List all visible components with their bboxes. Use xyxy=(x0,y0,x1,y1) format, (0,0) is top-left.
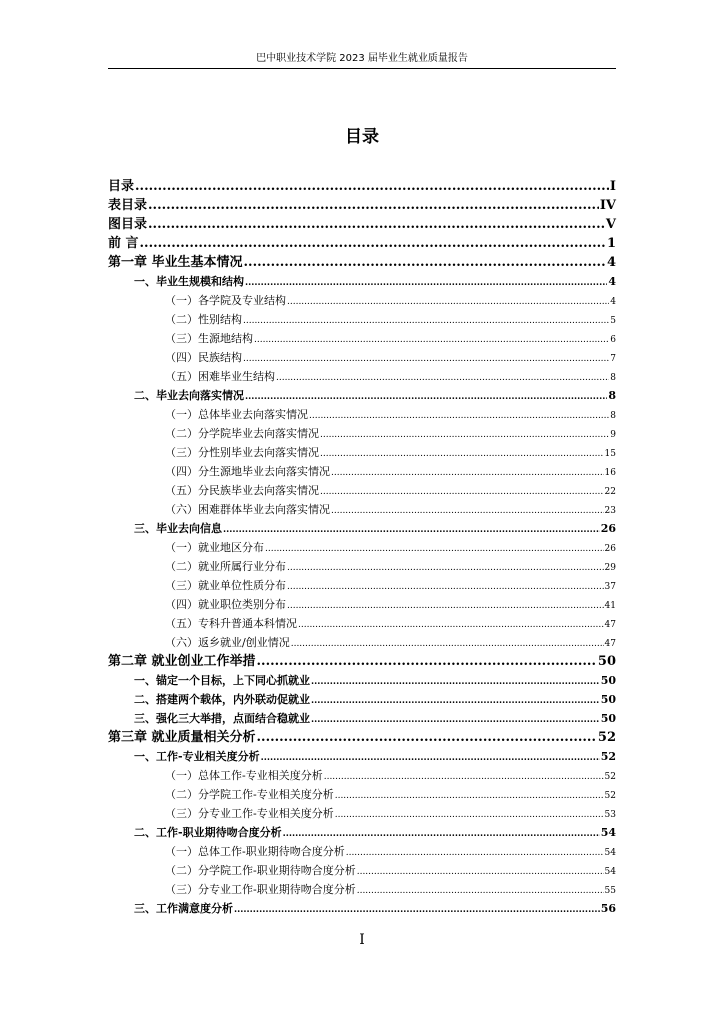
toc-entry[interactable] xyxy=(108,367,616,386)
toc-entry[interactable] xyxy=(108,861,616,880)
toc-entry[interactable] xyxy=(108,462,616,481)
toc-entry[interactable] xyxy=(108,766,616,785)
toc-entry-title: （四）民族结构 xyxy=(165,351,242,364)
toc-leader-dots xyxy=(311,692,600,711)
toc-entry[interactable] xyxy=(108,880,616,899)
toc-leader-dots xyxy=(223,521,600,540)
toc-entry-title: （一）就业地区分布 xyxy=(165,541,264,554)
toc-entry-page: 23 xyxy=(604,506,616,516)
toc-entry-title: 前 言 xyxy=(108,236,139,251)
toc-entry[interactable] xyxy=(108,633,616,652)
toc-entry-title: （二）分学院工作-职业期待吻合度分析 xyxy=(165,864,356,877)
toc-leader-dots xyxy=(243,350,609,369)
toc-entry-page: 7 xyxy=(610,354,616,364)
toc-entry-page: 54 xyxy=(604,848,616,858)
toc-entry[interactable] xyxy=(108,500,616,519)
toc-entry-title: （三）分性别毕业去向落实情况 xyxy=(165,446,319,459)
toc-entry-title: 图目录 xyxy=(108,217,148,232)
toc-entry-title: 三、毕业去向信息 xyxy=(134,522,222,535)
toc-entry-title: （六）返乡就业/创业情况 xyxy=(165,636,290,649)
toc-entry-title: （五）困难毕业生结构 xyxy=(165,370,275,383)
toc-entry-page: 26 xyxy=(600,522,616,535)
toc-leader-dots xyxy=(257,728,597,747)
toc-entry-title: 三、强化三大举措，点面结合稳就业 xyxy=(134,712,310,725)
toc-leader-dots xyxy=(331,502,604,521)
toc-entry[interactable] xyxy=(108,386,616,405)
toc-entry-title: （三）分专业工作-专业相关度分析 xyxy=(165,807,334,820)
toc-entry[interactable] xyxy=(108,405,616,424)
toc-leader-dots xyxy=(298,616,604,635)
toc-entry[interactable] xyxy=(108,576,616,595)
toc-leader-dots xyxy=(357,882,604,901)
toc-entry-title: （二）分学院工作-专业相关度分析 xyxy=(165,788,334,801)
toc-entry-page: 50 xyxy=(597,654,616,669)
toc-entry-title: （二）性别结构 xyxy=(165,313,242,326)
toc-entry-page: 4 xyxy=(606,255,616,270)
toc-entry-page: 52 xyxy=(604,791,616,801)
toc-entry[interactable] xyxy=(108,272,616,291)
toc-entry-title: （三）分专业工作-职业期待吻合度分析 xyxy=(165,883,356,896)
toc-leader-dots xyxy=(335,787,604,806)
toc-entry-page: 8 xyxy=(610,373,616,383)
toc-entry-title: 二、搭建两个载体，内外联动促就业 xyxy=(134,693,310,706)
toc-entry[interactable] xyxy=(108,842,616,861)
toc-entry-title: （六）困难群体毕业去向落实情况 xyxy=(165,503,330,516)
toc-entry-page: 26 xyxy=(604,544,616,554)
toc-entry-page: 8 xyxy=(608,389,616,402)
toc-leader-dots xyxy=(148,215,605,234)
toc-entry-page: 50 xyxy=(600,693,616,706)
toc-entry[interactable] xyxy=(108,785,616,804)
toc-leader-dots xyxy=(320,483,604,502)
toc-leader-dots xyxy=(287,597,604,616)
toc-entry-page: 54 xyxy=(604,867,616,877)
toc-leader-dots xyxy=(135,177,609,196)
toc-entry-page: 52 xyxy=(600,750,616,763)
toc-leader-dots xyxy=(320,445,604,464)
toc-entry[interactable] xyxy=(108,595,616,614)
toc-entry-page: 8 xyxy=(610,411,616,421)
toc-entry-title: 一、毕业生规模和结构 xyxy=(134,275,244,288)
toc-leader-dots xyxy=(287,293,609,312)
toc-entry[interactable] xyxy=(108,690,616,709)
toc-entry-page: IV xyxy=(599,198,616,213)
toc-entry[interactable] xyxy=(108,329,616,348)
toc-entry-page: 50 xyxy=(600,712,616,725)
toc-entry[interactable] xyxy=(108,291,616,310)
toc-leader-dots xyxy=(276,369,609,388)
toc-entry-page: 4 xyxy=(610,297,616,307)
toc-leader-dots xyxy=(331,464,604,483)
toc-entry[interactable] xyxy=(108,177,616,196)
toc-entry-page: 16 xyxy=(604,468,616,478)
toc-leader-dots xyxy=(265,540,604,559)
page-number: I xyxy=(359,932,365,948)
toc-entry[interactable] xyxy=(108,424,616,443)
toc-entry[interactable] xyxy=(108,196,616,215)
toc-leader-dots xyxy=(346,844,604,863)
toc-entry[interactable] xyxy=(108,747,616,766)
toc-entry[interactable] xyxy=(108,310,616,329)
toc-entry[interactable] xyxy=(108,557,616,576)
toc-entry-title: （二）就业所属行业分布 xyxy=(165,560,286,573)
toc-entry-title: （三）生源地结构 xyxy=(165,332,253,345)
toc-leader-dots xyxy=(324,768,604,787)
toc-entry-page: 22 xyxy=(604,487,616,497)
toc-entry-page: I xyxy=(609,179,616,194)
toc-entry-title: （三）就业单位性质分布 xyxy=(165,579,286,592)
toc-leader-dots xyxy=(357,863,604,882)
toc-entry[interactable] xyxy=(108,253,616,272)
toc-entry-title: （五）专科升普通本科情况 xyxy=(165,617,297,630)
toc-entry-title: 二、工作-职业期待吻合度分析 xyxy=(134,826,282,839)
toc-entry-page: 54 xyxy=(600,826,616,839)
toc-leader-dots xyxy=(140,234,606,253)
toc-entry-title: 目录 xyxy=(108,179,135,194)
toc-entry-page: 4 xyxy=(608,275,616,288)
toc-entry-title: （一）各学院及专业结构 xyxy=(165,294,286,307)
toc-entry-title: 一、锚定一个目标，上下同心抓就业 xyxy=(134,674,310,687)
toc-leader-dots xyxy=(287,578,604,597)
toc-leader-dots xyxy=(257,652,597,671)
toc-entry[interactable] xyxy=(108,804,616,823)
toc-entry-page: 29 xyxy=(604,563,616,573)
toc-leader-dots xyxy=(245,274,607,293)
toc-entry-page: 9 xyxy=(610,430,616,440)
toc-entry[interactable] xyxy=(108,899,616,918)
toc-entry-page: 52 xyxy=(597,730,616,745)
toc-entry-page: 53 xyxy=(604,810,616,820)
toc-leader-dots xyxy=(335,806,604,825)
running-header: 巴中职业技术学院 2023 届毕业生就业质量报告 xyxy=(108,50,616,69)
toc-entry[interactable] xyxy=(108,519,616,538)
toc-entry-page: 15 xyxy=(604,449,616,459)
toc-entry[interactable] xyxy=(108,709,616,728)
toc-entry-title: 表目录 xyxy=(108,198,148,213)
toc-entry-page: 55 xyxy=(604,886,616,896)
toc-entry-page: 37 xyxy=(604,582,616,592)
toc-entry[interactable] xyxy=(108,348,616,367)
page-title: 目录 xyxy=(345,127,379,147)
toc-entry-page: V xyxy=(605,217,616,232)
toc-entry[interactable] xyxy=(108,614,616,633)
toc-entry[interactable] xyxy=(108,671,616,690)
toc-leader-dots xyxy=(311,673,600,692)
toc-entry[interactable] xyxy=(108,443,616,462)
toc-entry-title: （一）总体工作-职业期待吻合度分析 xyxy=(165,845,345,858)
toc-entry[interactable] xyxy=(108,823,616,842)
toc-entry-title: 一、工作-专业相关度分析 xyxy=(134,750,260,763)
toc-entry-title: （二）分学院毕业去向落实情况 xyxy=(165,427,319,440)
toc-entry-page: 41 xyxy=(604,601,616,611)
toc-entry-title: （四）分生源地毕业去向落实情况 xyxy=(165,465,330,478)
toc-leader-dots xyxy=(148,196,599,215)
toc-entry-page: 1 xyxy=(606,236,616,251)
toc-entry-page: 47 xyxy=(604,620,616,630)
toc-entry-page: 50 xyxy=(600,674,616,687)
toc-entry-title: 第三章 就业质量相关分析 xyxy=(108,730,256,745)
toc-entry-title: 三、工作满意度分析 xyxy=(134,902,233,915)
toc-leader-dots xyxy=(309,407,609,426)
toc-entry[interactable] xyxy=(108,234,616,253)
toc-leader-dots xyxy=(320,426,609,445)
toc-leader-dots xyxy=(244,253,606,272)
toc-entry-title: （五）分民族毕业去向落实情况 xyxy=(165,484,319,497)
toc-entry[interactable] xyxy=(108,728,616,747)
toc-entry-title: （一）总体毕业去向落实情况 xyxy=(165,408,308,421)
toc-entry-title: 二、毕业去向落实情况 xyxy=(134,389,244,402)
table-of-contents xyxy=(108,177,616,918)
toc-entry-page: 6 xyxy=(610,335,616,345)
toc-leader-dots xyxy=(234,901,600,920)
toc-entry-title: 第一章 毕业生基本情况 xyxy=(108,255,243,270)
toc-entry[interactable] xyxy=(108,481,616,500)
toc-entry-page: 5 xyxy=(610,316,616,326)
toc-entry-title: 第二章 就业创业工作举措 xyxy=(108,654,256,669)
toc-entry-page: 47 xyxy=(604,639,616,649)
toc-entry[interactable] xyxy=(108,652,616,671)
toc-leader-dots xyxy=(254,331,609,350)
toc-entry-page: 52 xyxy=(604,772,616,782)
toc-leader-dots xyxy=(243,312,609,331)
toc-entry-page: 56 xyxy=(600,902,616,915)
toc-leader-dots xyxy=(287,559,604,578)
toc-entry-title: （一）总体工作-专业相关度分析 xyxy=(165,769,323,782)
toc-entry[interactable] xyxy=(108,538,616,557)
toc-entry-title: （四）就业职位类别分布 xyxy=(165,598,286,611)
toc-entry[interactable] xyxy=(108,215,616,234)
